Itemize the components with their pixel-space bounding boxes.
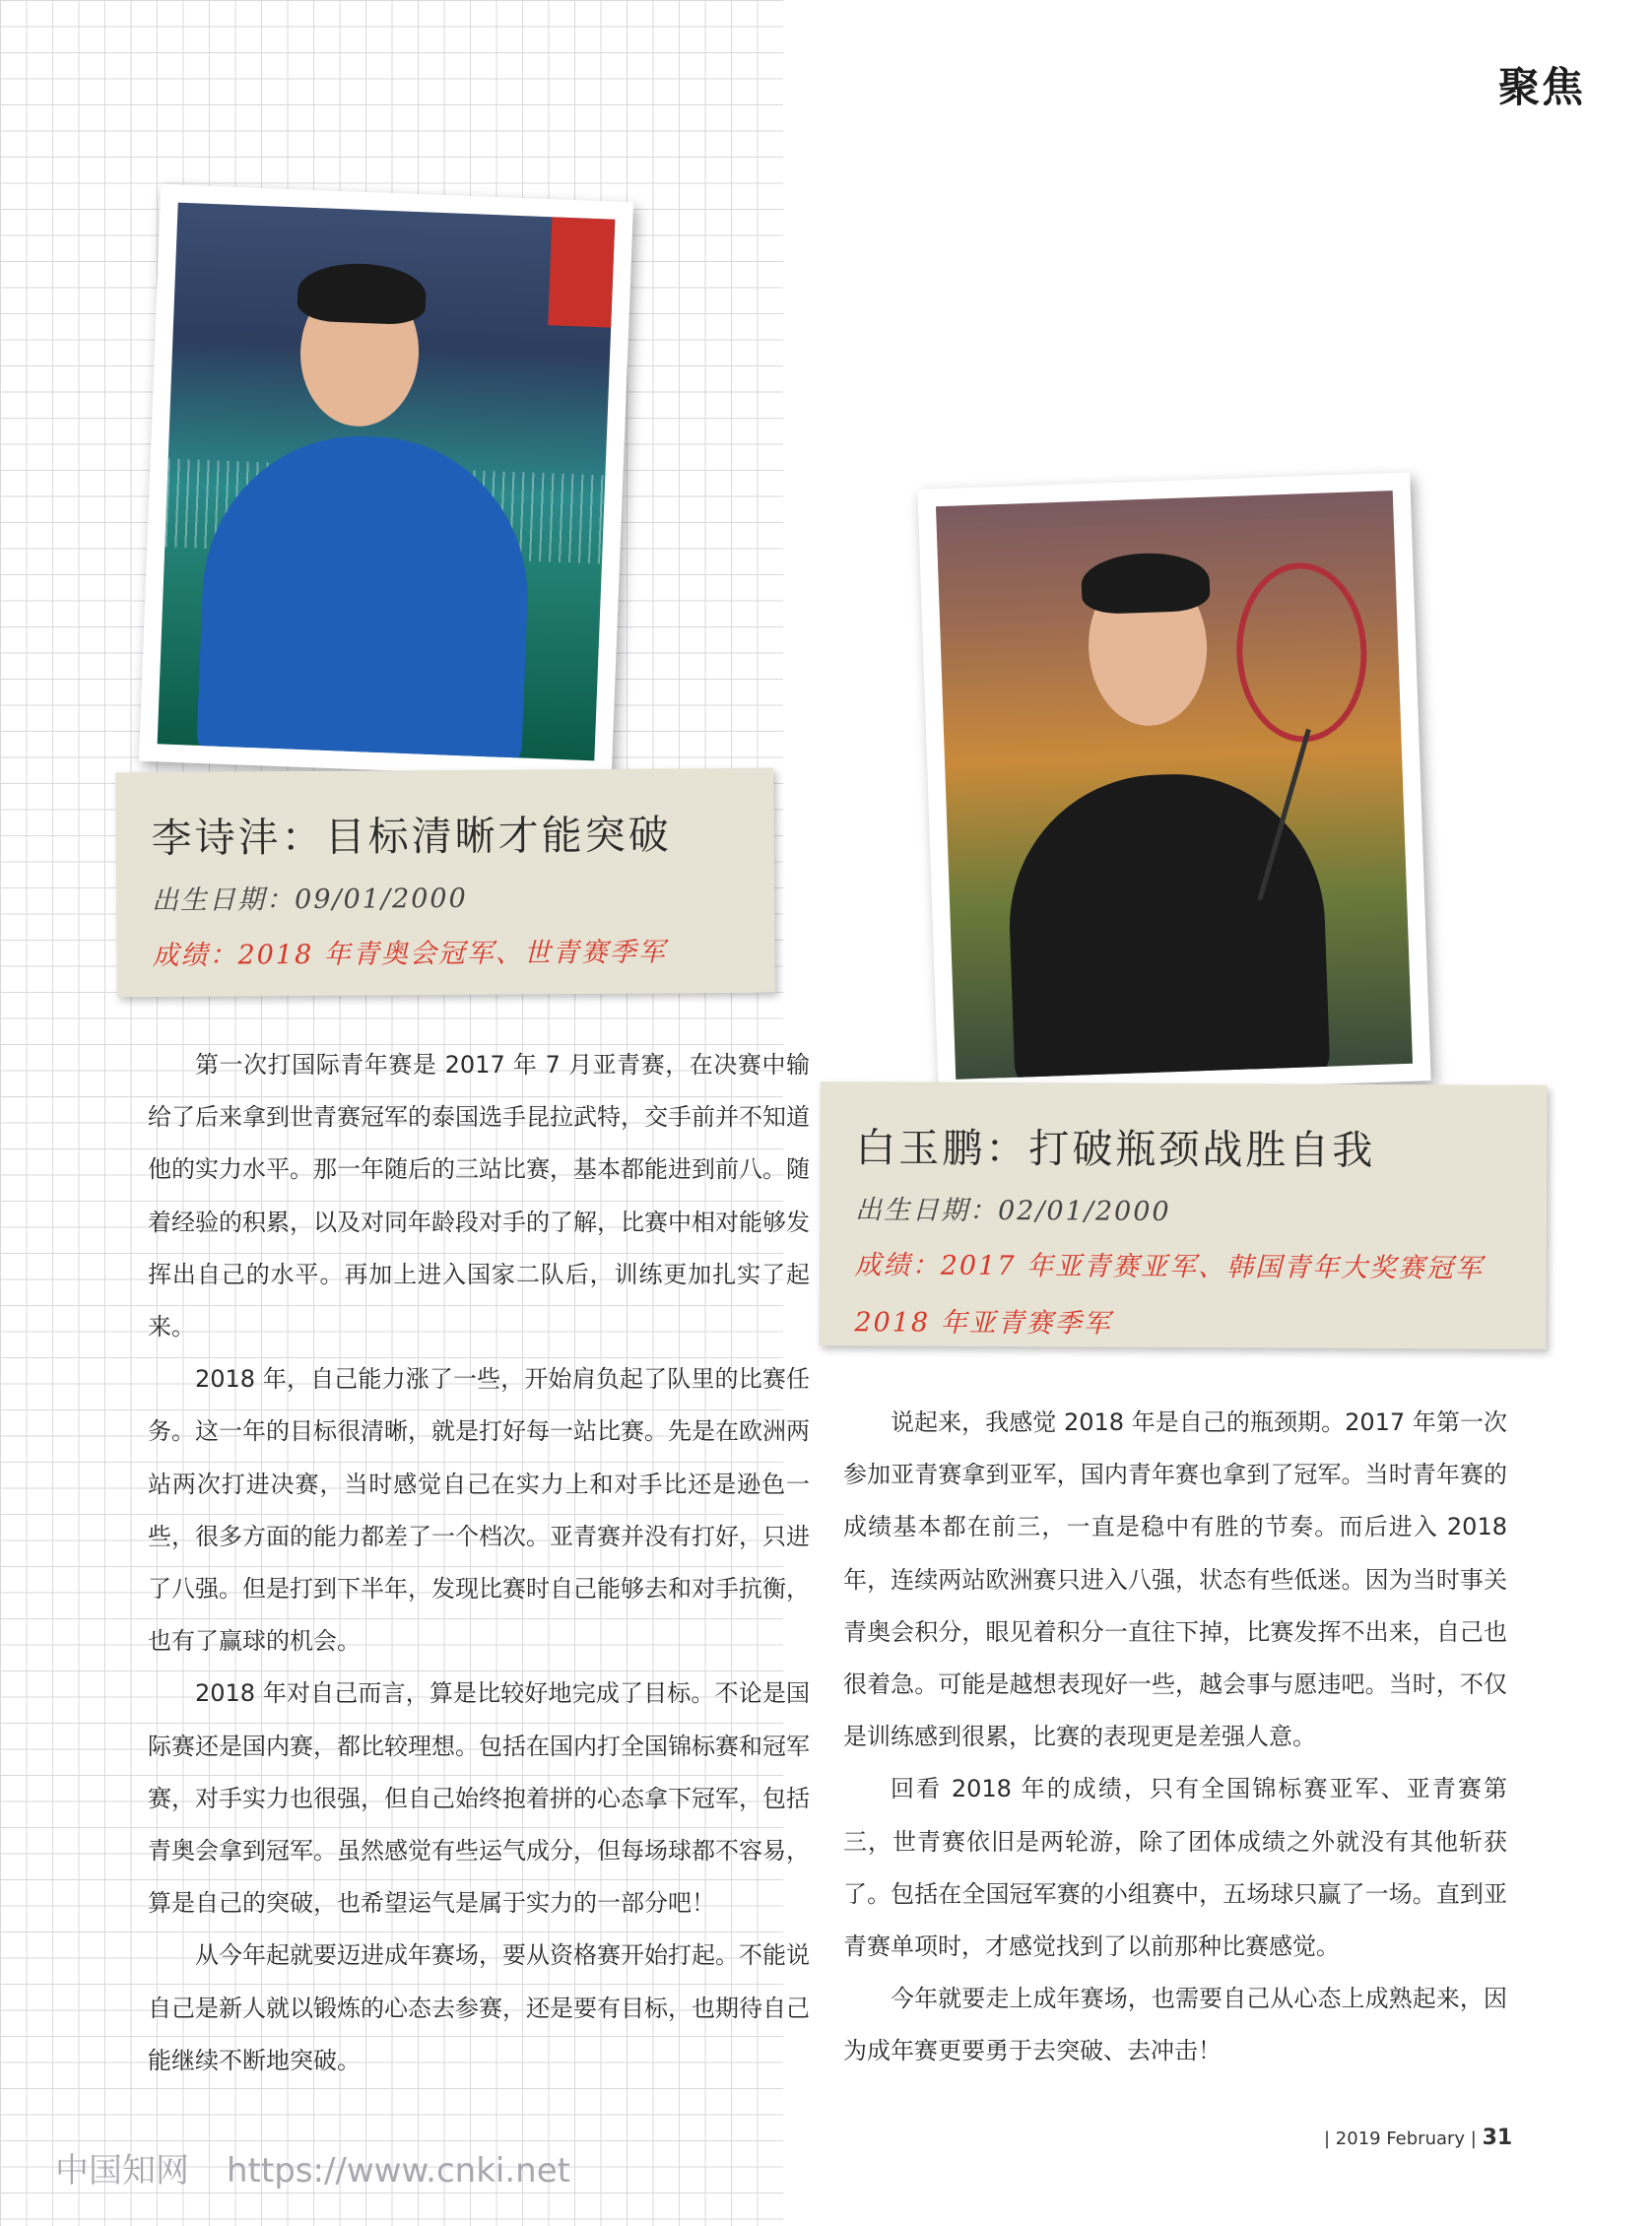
paragraph: 第一次打国际青年赛是 2017 年 7 月亚青赛，在决赛中输给了后来拿到世青赛冠军的泰国选手昆拉武特，交手前并不知道他的实力水平。那一年随后的三站比赛，基本都能进到前八。随着经验的积累，以及对同年龄段对手的了解，比赛中相对能够发挥出自己的水平。再加上进入国家二队后，训练更加扎实了起来。: [148, 1051, 810, 1342]
article-column-2: [843, 1397, 1507, 2078]
paragraph: 说起来，我感觉 2018 年是自己的瓶颈期。2017 年第一次参加亚青赛拿到亚军，国内青年赛也拿到了冠军。当时青年赛的成绩基本都在前三，一直是稳中有胜的节奏。而后进入 2018 年，连续两站欧洲赛只进入八强，状态有些低迷。因为当时事关青奥会积分，眼见着积分一直往下掉，比赛发挥不出来，自己也很着急。可能是越想表现好一些，越会事与愿违吧。当时，不仅是训练感到很累，比赛的表现更是差强人意。: [843, 1408, 1507, 1751]
player-photo-1: [158, 203, 616, 761]
page-footer: [1324, 2126, 1512, 2150]
profile-achievements: 成绩：2018 年青奥会冠军、世青赛季军: [152, 937, 667, 972]
player-hair: [1081, 552, 1211, 616]
profile-dob: 出生日期：09/01/2000: [152, 883, 468, 917]
player-hair: [297, 261, 427, 325]
photo-li-shifeng: [139, 184, 633, 779]
profile-achievements: 成绩：2017 年亚青赛亚军、韩国青年大奖赛冠军: [854, 1250, 1485, 1284]
profile-card-2: [819, 1081, 1547, 1349]
watermark-name: 中国知网: [55, 2151, 189, 2191]
racket-graphic: [1233, 560, 1369, 744]
page-number: 31: [1482, 2126, 1513, 2150]
photo-bai-yupeng: [917, 472, 1430, 1097]
issue-date: | 2019 February |: [1324, 2128, 1477, 2149]
flag-graphic: [548, 217, 615, 327]
profile-dob: 出生日期：02/01/2000: [854, 1195, 1171, 1227]
article-column-1: [148, 1039, 810, 2087]
paragraph: 从今年起就要迈进成年赛场，要从资格赛开始打起。不能说自己是新人就以锻炼的心态去参赛，还是要有目标，也期待自己能继续不断地突破。: [148, 1941, 810, 2074]
section-title: 聚焦: [1497, 63, 1585, 111]
profile-card-1: [115, 768, 775, 998]
profile-achievements-cont: 2018 年亚青赛季军: [854, 1307, 1112, 1340]
profile-title: 李诗沣：目标清晰才能突破: [151, 811, 672, 863]
paragraph: 2018 年，自己能力涨了一些，开始肩负起了队里的比赛任务。这一年的目标很清晰，就是打好每一站比赛。先是在欧洲两站两次打进决赛，当时感觉自己在实力上和对手比还是逊色一些，很多方面的能力都差了一个档次。亚青赛并没有打好，只进了八强。但是打到下半年，发现比赛时自己能够去和对手抗衡，也有了赢球的机会。: [148, 1365, 810, 1656]
paragraph: 回看 2018 年的成绩，只有全国锦标赛亚军、亚青赛第三，世青赛依旧是两轮游，除了团体成绩之外就没有其他斩获了。包括在全国冠军赛的小组赛中，五场球只赢了一场。直到亚青赛单项时，才感觉找到了以前那种比赛感觉。: [843, 1775, 1507, 1961]
profile-title: 白玉鹏：打破瓶颈战胜自我: [855, 1124, 1376, 1175]
player-photo-2: [936, 491, 1413, 1080]
paragraph: 2018 年对自己而言，算是比较好地完成了目标。不论是国际赛还是国内赛，都比较理想。包括在国内打全国锦标赛和冠军赛，对手实力也很强，但自己始终抱着拼的心态拿下冠军，包括青奥会拿到冠军。虽然感觉有些运气成分，但每场球都不容易，算是自己的突破，也希望运气是属于实力的一部分吧！: [148, 1679, 810, 1918]
paragraph: 今年就要走上成年赛场，也需要自己从心态上成熟起来，因为成年赛更要勇于去突破、去冲击！: [843, 1985, 1507, 2065]
watermark-url: https://www.cnki.net: [227, 2151, 570, 2191]
watermark: [55, 2143, 570, 2192]
